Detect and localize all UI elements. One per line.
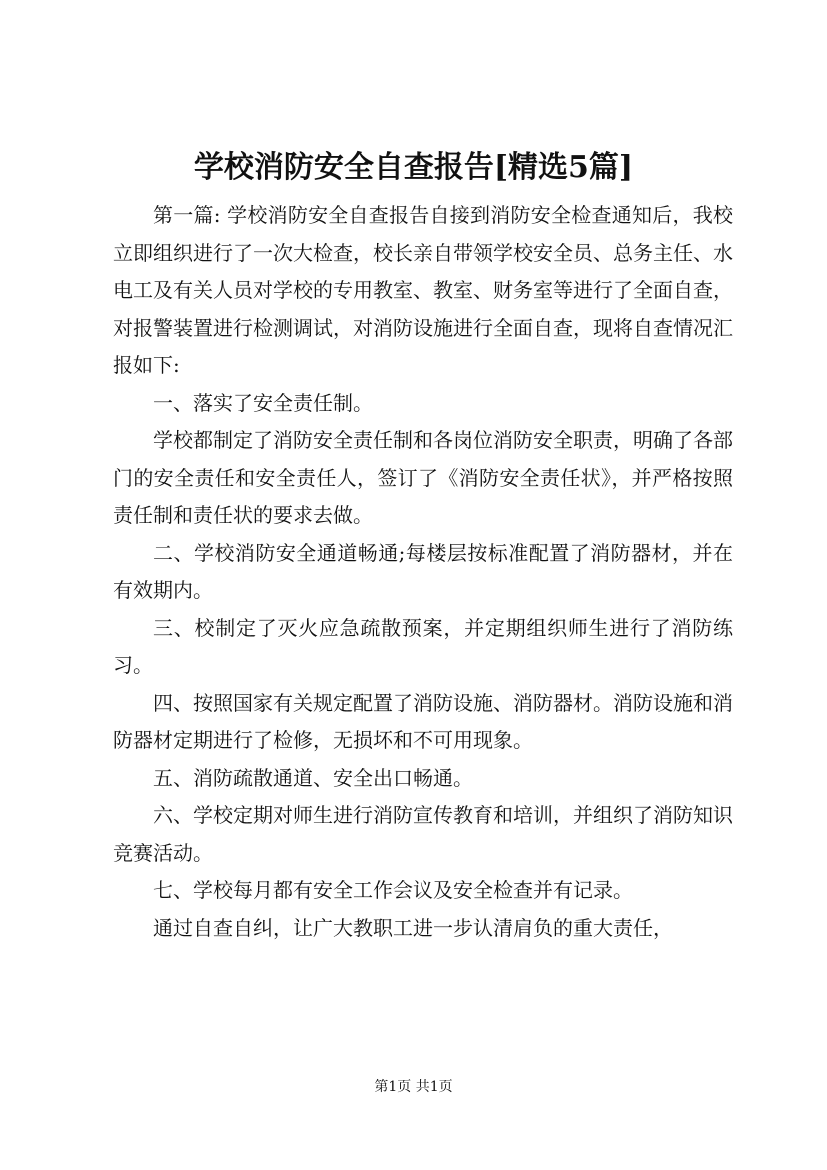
paragraph: 七、学校每月都有安全工作会议及安全检查并有记录。 xyxy=(153,878,633,902)
paragraph: 六、学校定期对师生进行消防宣传教育和培训，并组织了消防知识竞赛活动。 xyxy=(113,803,733,865)
document-title: 学校消防安全自查报告[精选5篇] xyxy=(193,150,634,185)
paragraph: 三、校制定了灭火应急疏散预案，并定期组织师生进行了消防练习。 xyxy=(113,615,733,677)
paragraph: 一、落实了安全责任制。 xyxy=(153,390,373,415)
paragraph: 通过自查自纠，让广大教职工进一步认清肩负的重大责任， xyxy=(153,915,673,940)
paragraph: 二、学校消防安全通道畅通;每楼层按标准配置了消防器材，并在有效期内。 xyxy=(113,540,733,602)
paragraph: 学校都制定了消防安全责任制和各岗位消防安全职责，明确了各部门的安全责任和安全责任人，签订了《消防安全责任状》，并严格按照责任制和责任状的要求去做。 xyxy=(113,428,733,527)
paragraph: 五、消防疏散通道、安全出口畅通。 xyxy=(153,765,473,790)
paragraph: 四、按照国家有关规定配置了消防设施、消防器材。消防设施和消防器材定期进行了检修，无损坏和不可用现象。 xyxy=(113,690,733,752)
page-footer: 第1页 共1页 xyxy=(374,1079,453,1095)
document-body xyxy=(113,197,733,947)
paragraph: 第一篇: 学校消防安全自查报告自接到消防安全检查通知后，我校立即组织进行了一次大检查，校长亲自带领学校安全员、总务主任、水电工及有关人员对学校的专用教室、教室、财务室等进行了全面自查，对报警装置进行检测调试，对消防设施进行全面自查，现将自查情况汇报如下: xyxy=(113,203,733,377)
